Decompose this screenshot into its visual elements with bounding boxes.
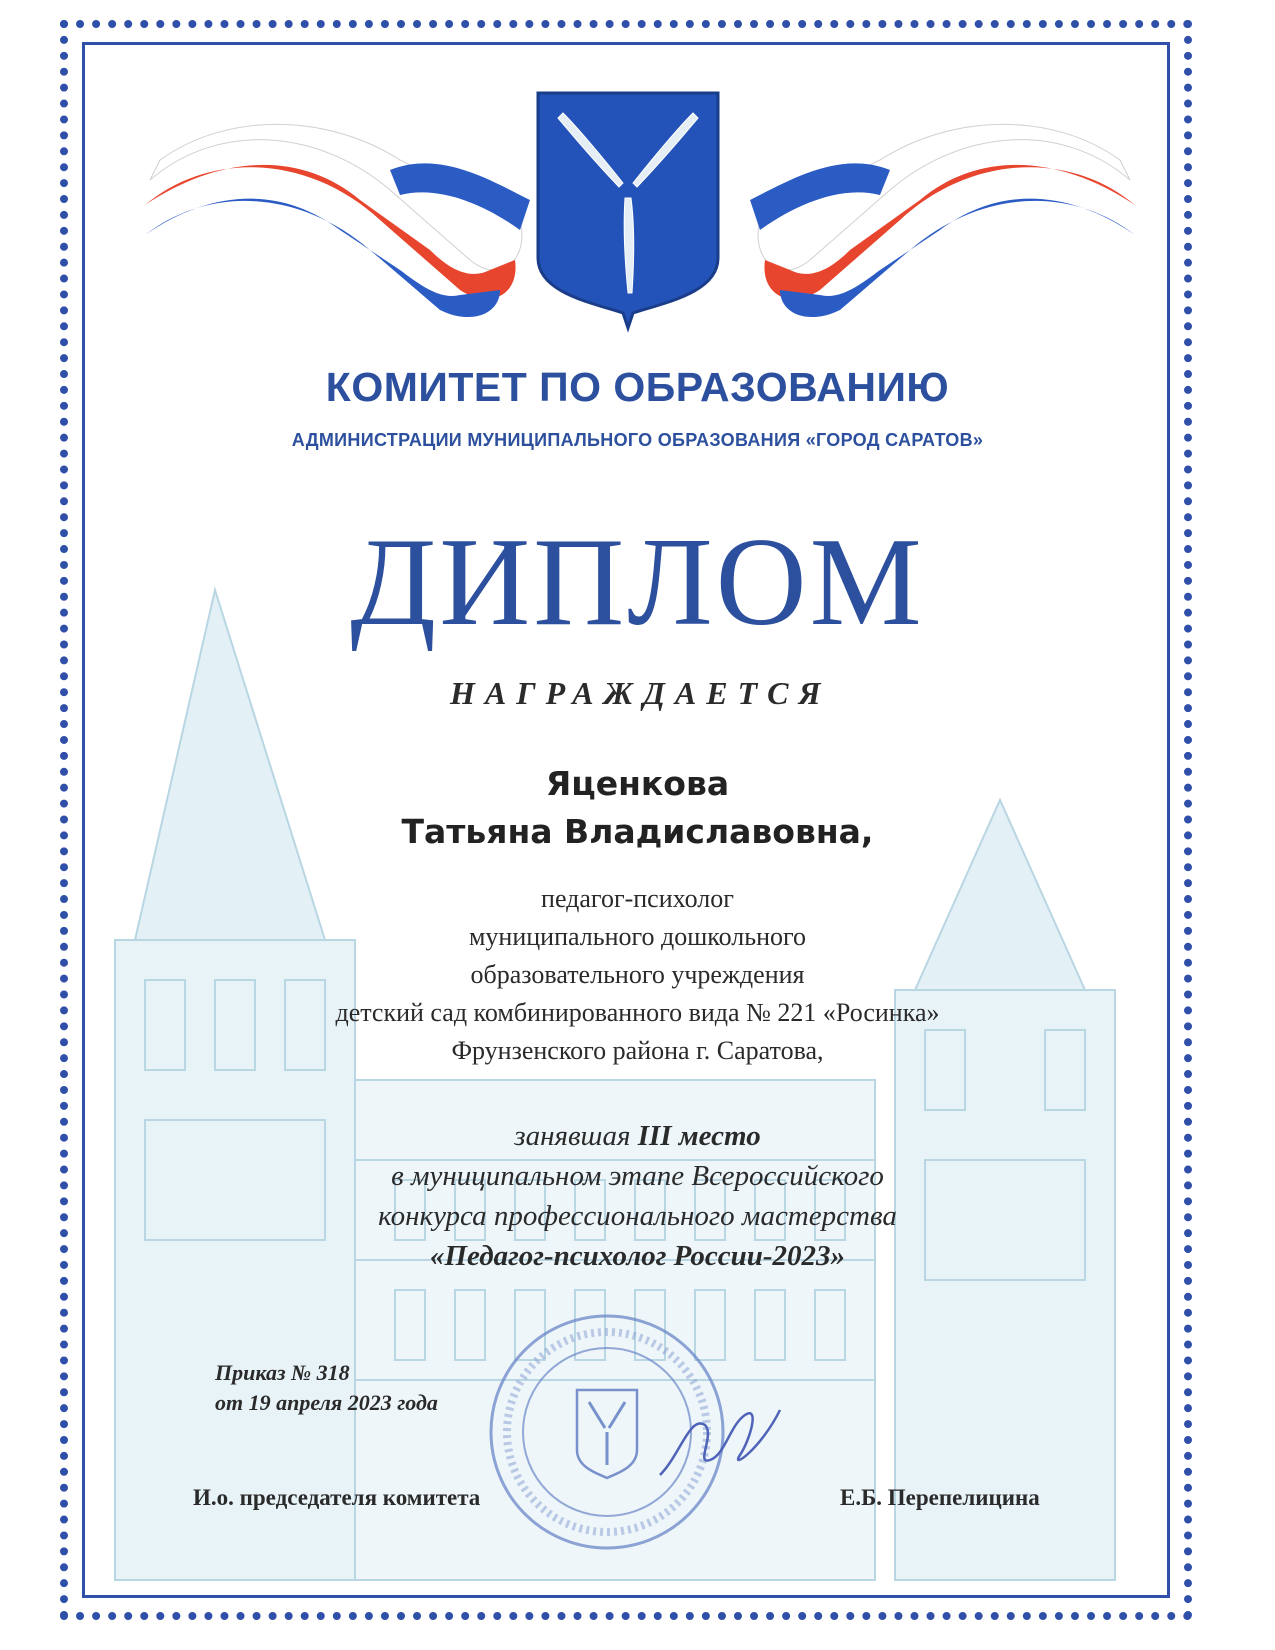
contest-name: «Педагог-психолог России-2023» xyxy=(429,1240,845,1272)
signatory-name: Е.Б. Перепелицина xyxy=(840,1485,1040,1510)
recipient-given-names: Татьяна Владиславовна, xyxy=(401,812,874,851)
order-number: Приказ № 318 xyxy=(215,1360,350,1385)
committee-title: КОМИТЕТ ПО ОБРАЗОВАНИЮ xyxy=(325,364,950,410)
position-line: детский сад комбинированного вида № 221 «Росинка» xyxy=(335,998,940,1027)
position-line: Фрунзенского района г. Саратова, xyxy=(451,1036,824,1065)
order-date: от 19 апреля 2023 года xyxy=(215,1390,438,1415)
awarded-label: НАГРАЖДАЕТСЯ xyxy=(450,675,831,711)
signatory-title: И.о. председателя комитета xyxy=(193,1485,481,1510)
position-line: образовательного учреждения xyxy=(470,960,805,989)
committee-subtitle: АДМИНИСТРАЦИИ МУНИЦИПАЛЬНОГО ОБРАЗОВАНИЯ «ГОРОД САРАТОВ» xyxy=(291,430,984,450)
recipient-surname: Яценкова xyxy=(545,764,730,803)
merit-prefix: занявшая xyxy=(514,1120,638,1152)
merit-line-place xyxy=(0,1120,1275,1153)
position-line: муниципального дошкольного xyxy=(468,922,807,951)
position-line: педагог-психолог xyxy=(541,884,734,913)
handwritten-signature xyxy=(650,1395,790,1495)
diploma-title: ДИПЛОМ xyxy=(350,513,925,652)
merit-place: III место xyxy=(637,1120,761,1152)
merit-line: в муниципальном этапе Всероссийского xyxy=(391,1160,884,1192)
merit-line: конкурса профессионального мастерства xyxy=(378,1200,897,1232)
saratov-coat-of-arms xyxy=(533,88,723,333)
